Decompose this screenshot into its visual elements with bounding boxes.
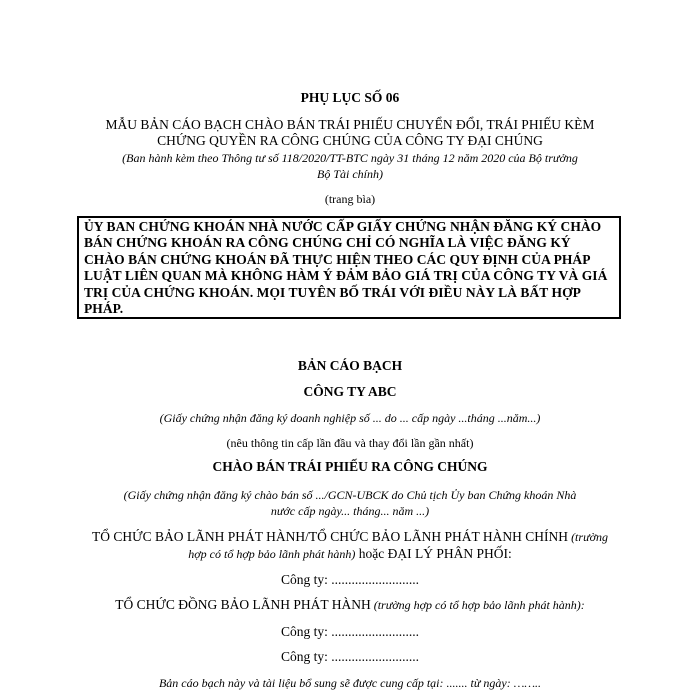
disclaimer-line: CHÀO BÁN CHỨNG KHOÁN ĐÃ THỰC HIỆN THEO CÁC QUY ĐỊNH CỦA PHÁP [84, 251, 591, 267]
form-title-line-2: CHỨNG QUYỀN RA CÔNG CHÚNG CỦA CÔNG TY ĐẠI CHÚNG [157, 133, 543, 148]
disclaimer-line: TRỊ CỦA CHỨNG KHOÁN. MỌI TUYÊN BỐ TRÁI VỚI ĐIỀU NÀY LÀ BẤT HỢP [84, 284, 581, 300]
disclaimer-line: BÁN CHỨNG KHOÁN RA CÔNG CHÚNG CHỈ CÓ NGHĨA LÀ VIỆC ĐĂNG KÝ [84, 235, 571, 251]
underwriter-note-end: hợp có tổ hợp bảo lãnh phát hành) [188, 547, 356, 561]
issued-with-line-1: (Ban hành kèm theo Thông tư số 118/2020/TT-BTC ngày 31 tháng 12 năm 2020 của Bộ trưởng [122, 151, 578, 165]
co-underwriter-line [60, 596, 640, 614]
offering-certificate-line-1: (Giấy chứng nhận đăng ký chào bán số .../GCN-UBCK do Chủ tịch Ủy ban Chứng khoán Nhà [123, 488, 577, 502]
cover-note: (trang bìa) [324, 192, 376, 206]
company-line: Công ty: .......................... [280, 624, 419, 639]
business-registration: (Giấy chứng nhận đăng ký doanh nghiệp số ... do ... cấp ngày ...tháng ...năm...) [159, 411, 541, 425]
disclaimer-line: PHÁP. [84, 301, 124, 317]
distribution-agent-heading: hoặc ĐẠI LÝ PHÂN PHỐI: [355, 546, 512, 561]
disclaimer-line: LUẬT LIÊN QUAN MÀ KHÔNG HÀM Ý ĐẢM BẢO GIÁ TRỊ CỦA CÔNG TY VÀ GIÁ [84, 268, 608, 284]
company-name: CÔNG TY ABC [303, 384, 397, 399]
company-line: Công ty: .......................... [280, 572, 419, 587]
co-underwriter-heading: TỔ CHỨC ĐỒNG BẢO LÃNH PHÁT HÀNH [115, 597, 371, 612]
co-underwriter-note: (trường hợp có tổ hợp bảo lãnh phát hành): [370, 598, 585, 612]
registration-note: (nêu thông tin cấp lần đầu và thay đổi lần gần nhất) [226, 436, 474, 450]
underwriter-line-1 [60, 528, 640, 546]
disclaimer-box [77, 216, 621, 319]
underwriter-note-start: (trường [568, 530, 609, 544]
company-line: Công ty: .......................... [280, 649, 419, 664]
supplement-note: Bản cáo bạch này và tài liệu bổ sung sẽ được cung cấp tại: ....... từ ngày: …….. [158, 676, 542, 690]
prospectus-title: BẢN CÁO BẠCH [297, 358, 403, 373]
issued-with-line-2: Bộ Tài chính) [317, 167, 383, 181]
disclaimer-line: ỦY BAN CHỨNG KHOÁN NHÀ NƯỚC CẤP GIẤY CHỨNG NHẬN ĐĂNG KÝ CHÀO [84, 219, 602, 234]
form-title-line-1: MẪU BẢN CÁO BẠCH CHÀO BÁN TRÁI PHIẾU CHUYỂN ĐỔI, TRÁI PHIẾU KÈM [105, 117, 595, 132]
offering-certificate-line-2: nước cấp ngày... tháng... năm ...) [270, 504, 430, 518]
appendix-title: PHỤ LỤC SỐ 06 [300, 90, 400, 105]
underwriter-line-2 [60, 545, 640, 563]
offering-title: CHÀO BÁN TRÁI PHIẾU RA CÔNG CHÚNG [212, 459, 488, 474]
underwriter-heading: TỔ CHỨC BẢO LÃNH PHÁT HÀNH/TỔ CHỨC BẢO LÃNH PHÁT HÀNH CHÍNH [91, 529, 569, 544]
